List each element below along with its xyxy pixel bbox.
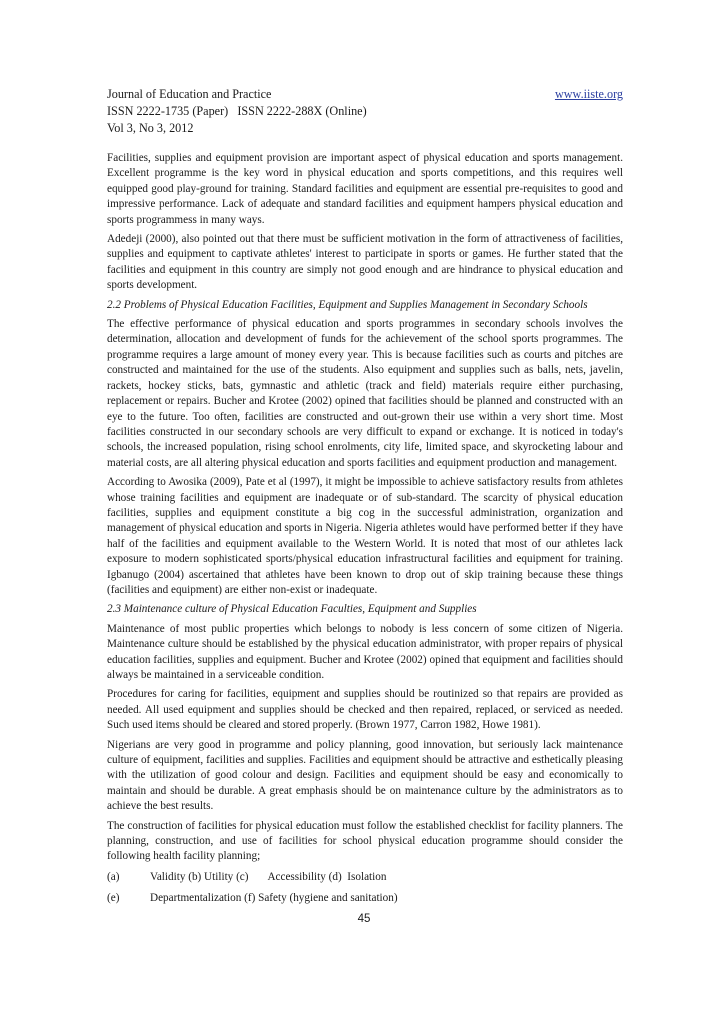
list-item — [107, 890, 623, 907]
list-item-label: (e) — [107, 891, 120, 904]
journal-header — [107, 86, 623, 137]
header-top-row — [107, 86, 623, 103]
paragraph: Nigerians are very good in programme and policy planning, good innovation, but seriously lack maintenance culture of equipment, facilities and supplies. Facilities and equipment should be attractive and esthetically pleasing with the utilization of good colour and design. Facilities and equipment should be easy and economically to maintain and should be durable. A great emphasis should be on maintenance culture by the administrators as to achieve the best results. — [107, 738, 623, 813]
issn-line: ISSN 2222-1735 (Paper) ISSN 2222-288X (Online) — [107, 104, 367, 118]
page-number: 45 — [357, 913, 371, 925]
section-heading-2-3: 2.3 Maintenance culture of Physical Education Faculties, Equipment and Supplies — [107, 603, 477, 616]
paragraph: Maintenance of most public properties which belongs to nobody is less concern of some citizen of Nigeria. Maintenance culture should be established by the physical education administrator, with proper repairs of physical education facilities, supplies and equipment. Bucher and Krotee (2002) opined that equipment and facilities should always be maintained in a serviceable condition. — [107, 622, 623, 681]
article-body — [107, 151, 623, 911]
paragraph: According to Awosika (2009), Pate et al (1997), it might be impossible to achieve satisfactory results from athletes whose training facilities and equipment are inadequate or of sub-standard. The scarcity of physical education facilities, supplies and equipment constitute a big cog in the successful administration, organization and management of physical education and sports in Nigeria. Nigeria athletes would have performed better if they have half of the facilities and equipment available to the Western World. It is noted that most of our athletes lack exposure to modern sophisticated sports/physical education infrastructural facilities and equipment for training. Igbanugo (2004) ascertained that athletes have been known to drop out of skip training because these things (facilities and equipment) are either non-exist or inadequate. — [107, 476, 623, 596]
paragraph: Facilities, supplies and equipment provision are important aspect of physical education and sports management. Excellent programme is the key word in physical education and sports competitions, and this requires well equipped good play-ground for training. Standard facilities and equipment are essential pre-requisites to good and impressive performance. Lack of adequate and standard facilities and equipment hampers physical education and sports programmess in many ways. — [107, 152, 623, 226]
list-item — [107, 869, 623, 886]
section-heading-2-2: 2.2 Problems of Physical Education Facilities, Equipment and Supplies Management in Secondary Schools — [107, 298, 588, 311]
list-item-text: Departmentalization (f) Safety (hygiene and sanitation) — [150, 891, 398, 904]
paragraph: Procedures for caring for facilities, equipment and supplies should be routinized so that repairs are provided as needed. All used equipment and supplies should be checked and then repaired, replaced, or serviced as needed. Such used items should be cleared and stored properly. (Brown 1977, Carron 1982, Howe 1981). — [107, 688, 623, 732]
paragraph: The construction of facilities for physical education must follow the established checklist for facility planners. The planning, construction, and use of facilities for school physical education programme should consider the following health facility planning; — [107, 819, 623, 863]
list-item-text: Validity (b) Utility (c) Accessibility (d) Isolation — [150, 870, 387, 883]
paragraph: Adedeji (2000), also pointed out that there must be sufficient motivation in the form of attractiveness of facilities, supplies and equipment to captivate athletes' interest to participate in sports or games. He further stated that the facilities and equipment in this country are simply not good enough and are hindrance to physical education and sports development. — [107, 233, 623, 292]
volume-line: Vol 3, No 3, 2012 — [107, 121, 194, 135]
list-item-label: (a) — [107, 870, 120, 883]
journal-name: Journal of Education and Practice — [107, 87, 272, 101]
paragraph: The effective performance of physical education and sports programmes in secondary schools involves the determination, allocation and development of funds for the achievement of the school sports programmes. The programme requires a large amount of money every year. This is because facilities such as courts and pitches are constructed and maintained for the use of the students. Also equipment and supplies such as balls, nets, javelin, rackets, hockey sticks, bats, gymnastic and athletic (track and field) materials require either purchasing, replacement or repairs. Bucher and Krotee (2002) opined that facilities should be planned and constructed with an eye to the future. Too often, facilities are constructed and out-grown their use within a very short time. Most facilities constructed in our secondary schools are very difficult to expand or exchange. It is noticed in today's schools, the increased population, rising school enrolments, city life, limited space, and skyrocketing labour and material costs, are all altering physical education and sports facilities and equipment production and management. — [107, 318, 623, 469]
website-link[interactable]: www.iiste.org — [554, 87, 623, 101]
